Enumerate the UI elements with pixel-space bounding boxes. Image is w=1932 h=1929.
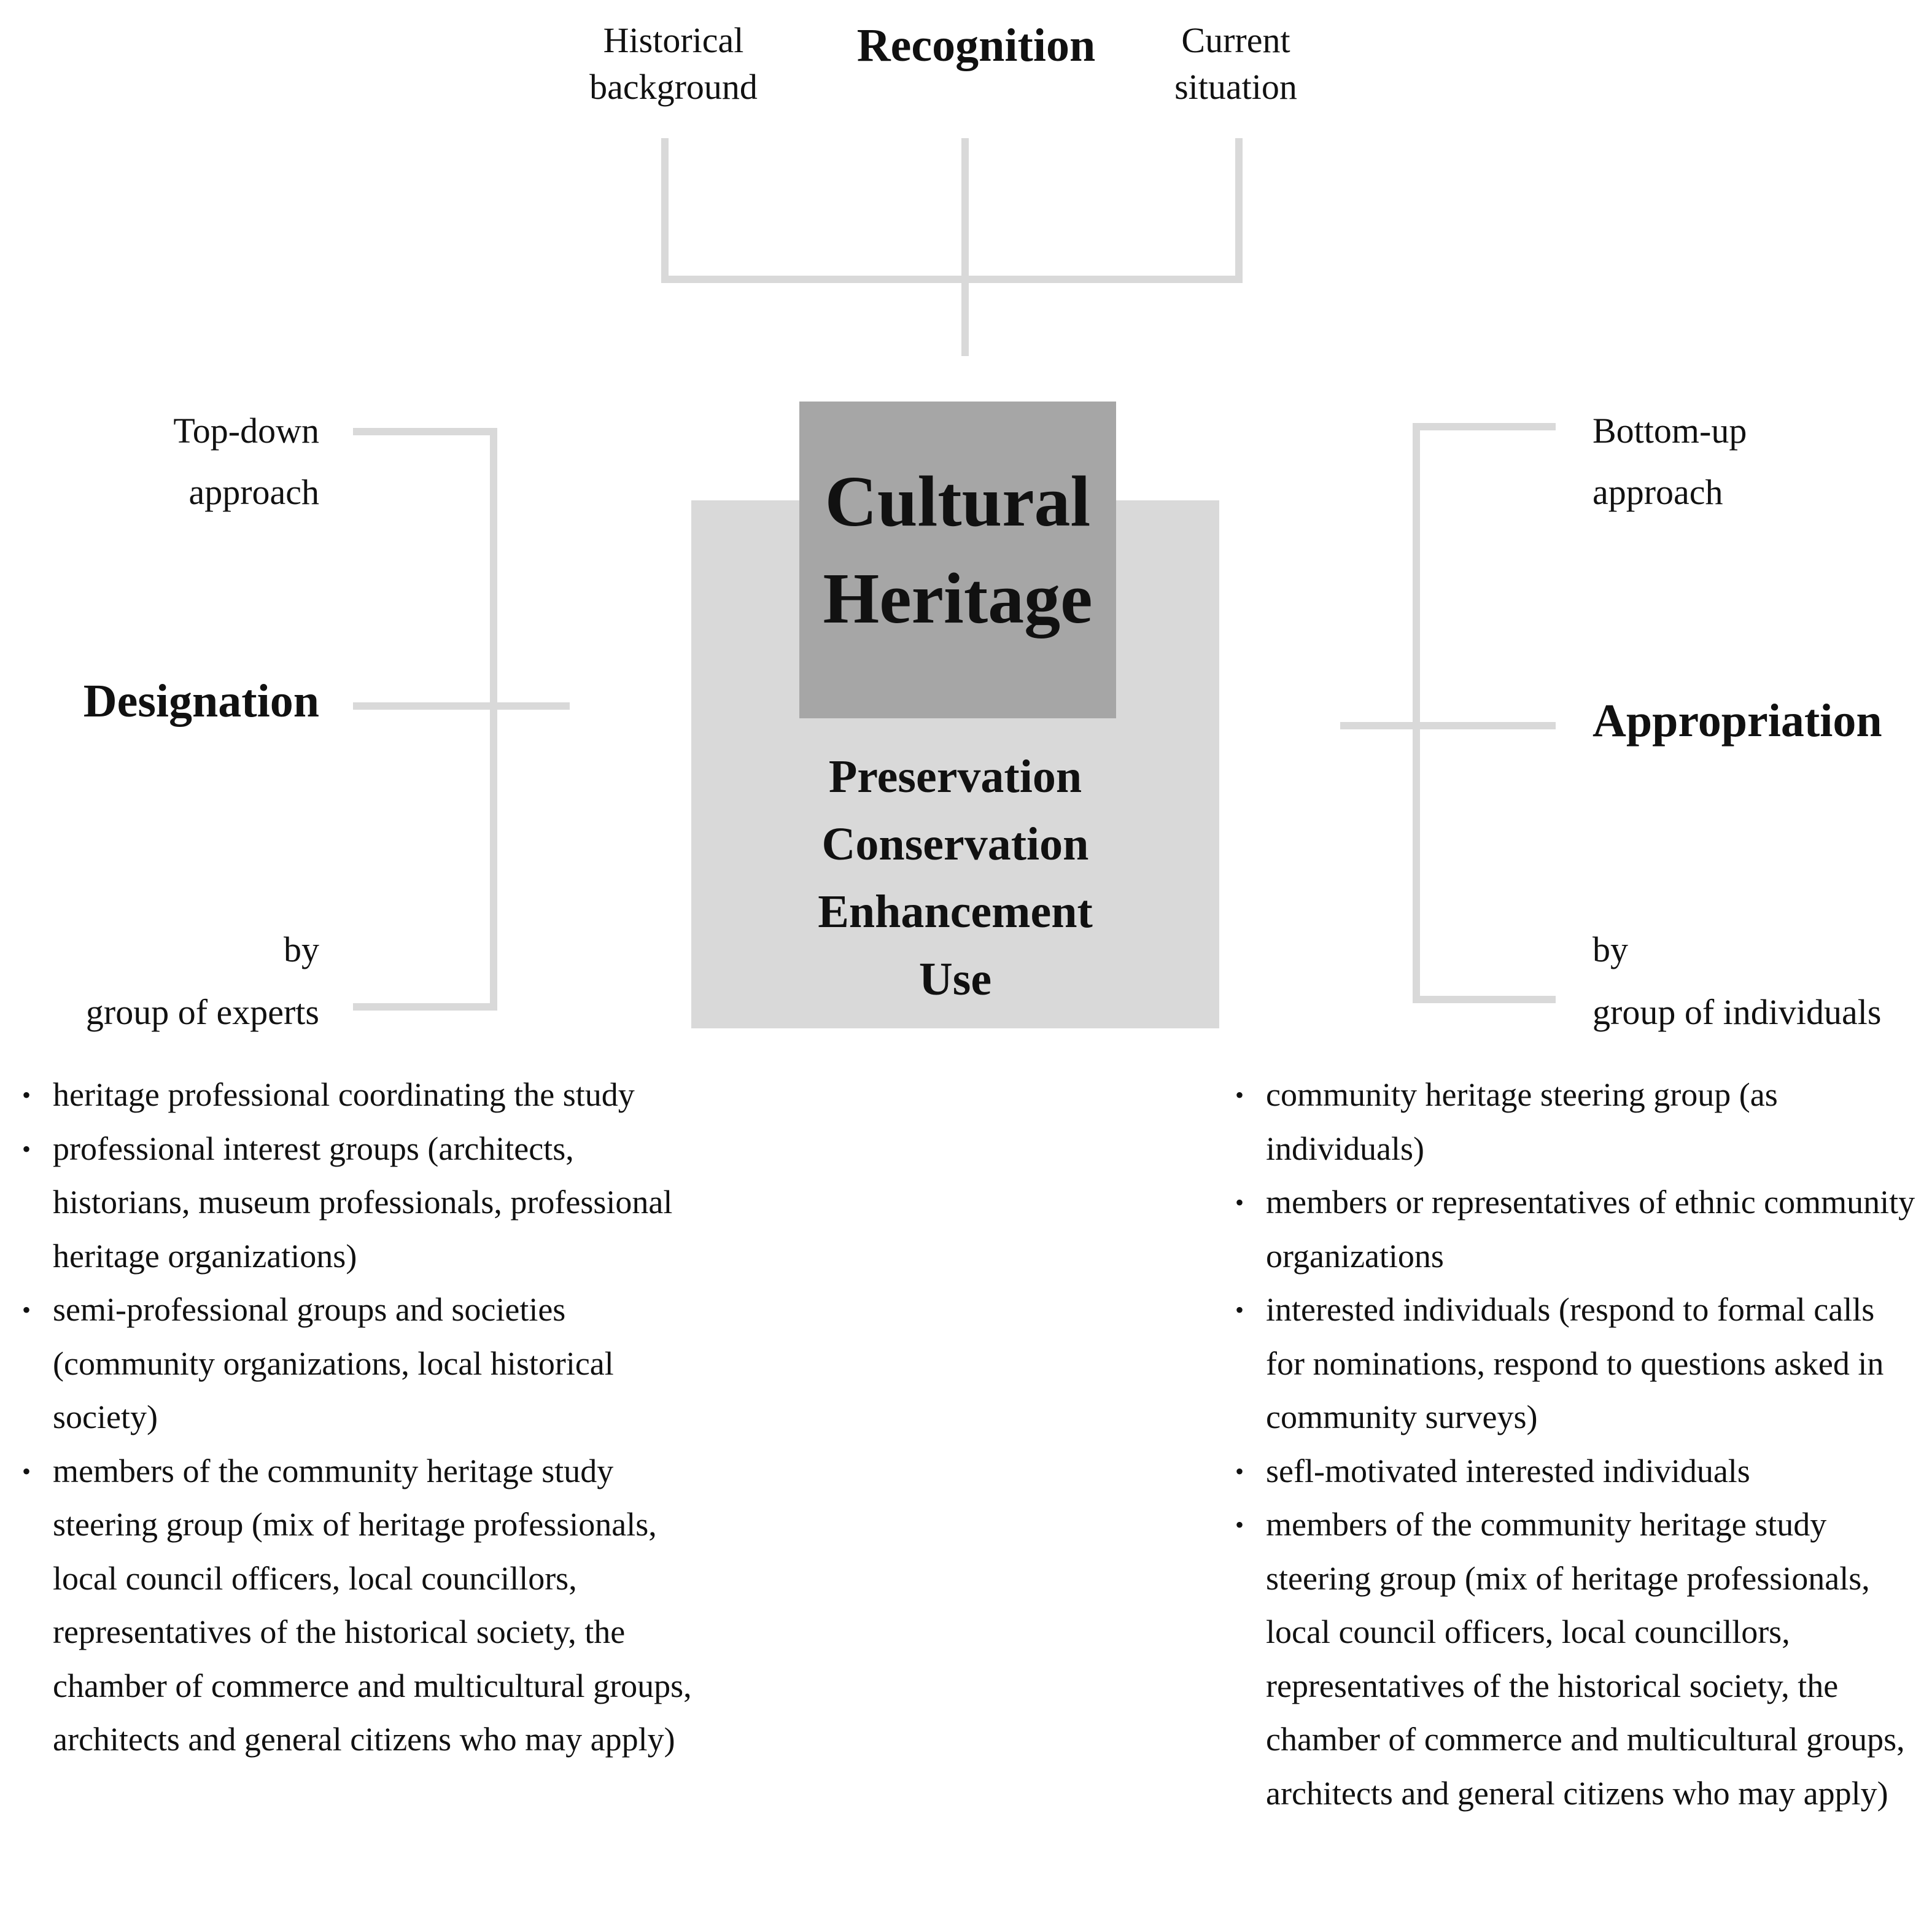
label-line: situation: [1174, 67, 1297, 107]
appropriation-approach: [1593, 400, 1899, 523]
action-preservation: Preservation: [828, 751, 1082, 802]
designation-connector: [353, 432, 494, 1007]
label-line: by: [1593, 930, 1628, 969]
list-item: • sefl-motivated interested individuals: [1230, 1445, 1918, 1499]
list-item: • semi-professional groups and societies (community organizations, local historical society): [17, 1283, 705, 1445]
action-enhancement: Enhancement: [818, 886, 1093, 937]
appropriation-connector: [1416, 427, 1556, 999]
recognition-title: Recognition: [856, 20, 1096, 71]
list-item: • members or representatives of ethnic community organizations: [1230, 1176, 1918, 1283]
designation-by: [25, 918, 319, 1044]
list-item: • members of the community heritage study steering group (mix of heritage professionals, local council officers, local councillors, representatives of the historical society, the chamber of commerce and multicultural groups, architects and general citizens who may apply): [1230, 1498, 1918, 1820]
appropriation-by: [1593, 918, 1930, 1044]
label-line: Top-down: [173, 411, 319, 451]
label-line: group of individuals: [1593, 992, 1882, 1032]
label-line: by: [284, 930, 319, 969]
appropriation-list: [1230, 1068, 1918, 1820]
action-conservation: Conservation: [821, 818, 1089, 870]
designation-list: [17, 1068, 705, 1767]
list-item: • heritage professional coordinating the study: [17, 1068, 705, 1122]
action-use: Use: [918, 953, 992, 1005]
cultural-heritage-title: [799, 453, 1116, 647]
list-item: • community heritage steering group (as individuals): [1230, 1068, 1918, 1176]
label-line: approach: [188, 472, 319, 512]
label-line: Bottom-up: [1593, 411, 1747, 451]
title-line: Cultural: [824, 461, 1091, 541]
designation-title: Designation: [83, 675, 319, 727]
label-line: Current: [1181, 20, 1290, 60]
list-item: • interested individuals (respond to formal calls for nominations, respond to questions asked in community surveys): [1230, 1283, 1918, 1445]
list-item: • professional interest groups (architects, historians, museum professionals, professional heritage organizations): [17, 1122, 705, 1284]
heritage-actions: [691, 743, 1219, 1013]
label-line: Historical: [603, 20, 744, 60]
label-line: group of experts: [85, 992, 319, 1032]
designation-approach: [74, 400, 319, 523]
recognition-left-label: [548, 17, 799, 111]
recognition-right-label: [1110, 17, 1362, 111]
title-line: Heritage: [823, 558, 1093, 638]
label-line: background: [589, 67, 758, 107]
appropriation-title: Appropriation: [1593, 695, 1882, 747]
label-line: approach: [1593, 472, 1723, 512]
recognition-connector: [665, 138, 1239, 279]
list-item: • members of the community heritage study steering group (mix of heritage professionals, local council officers, local councillors, representatives of the historical society, the chamber of commerce and multicultural groups, architects and general citizens who may apply): [17, 1445, 705, 1767]
